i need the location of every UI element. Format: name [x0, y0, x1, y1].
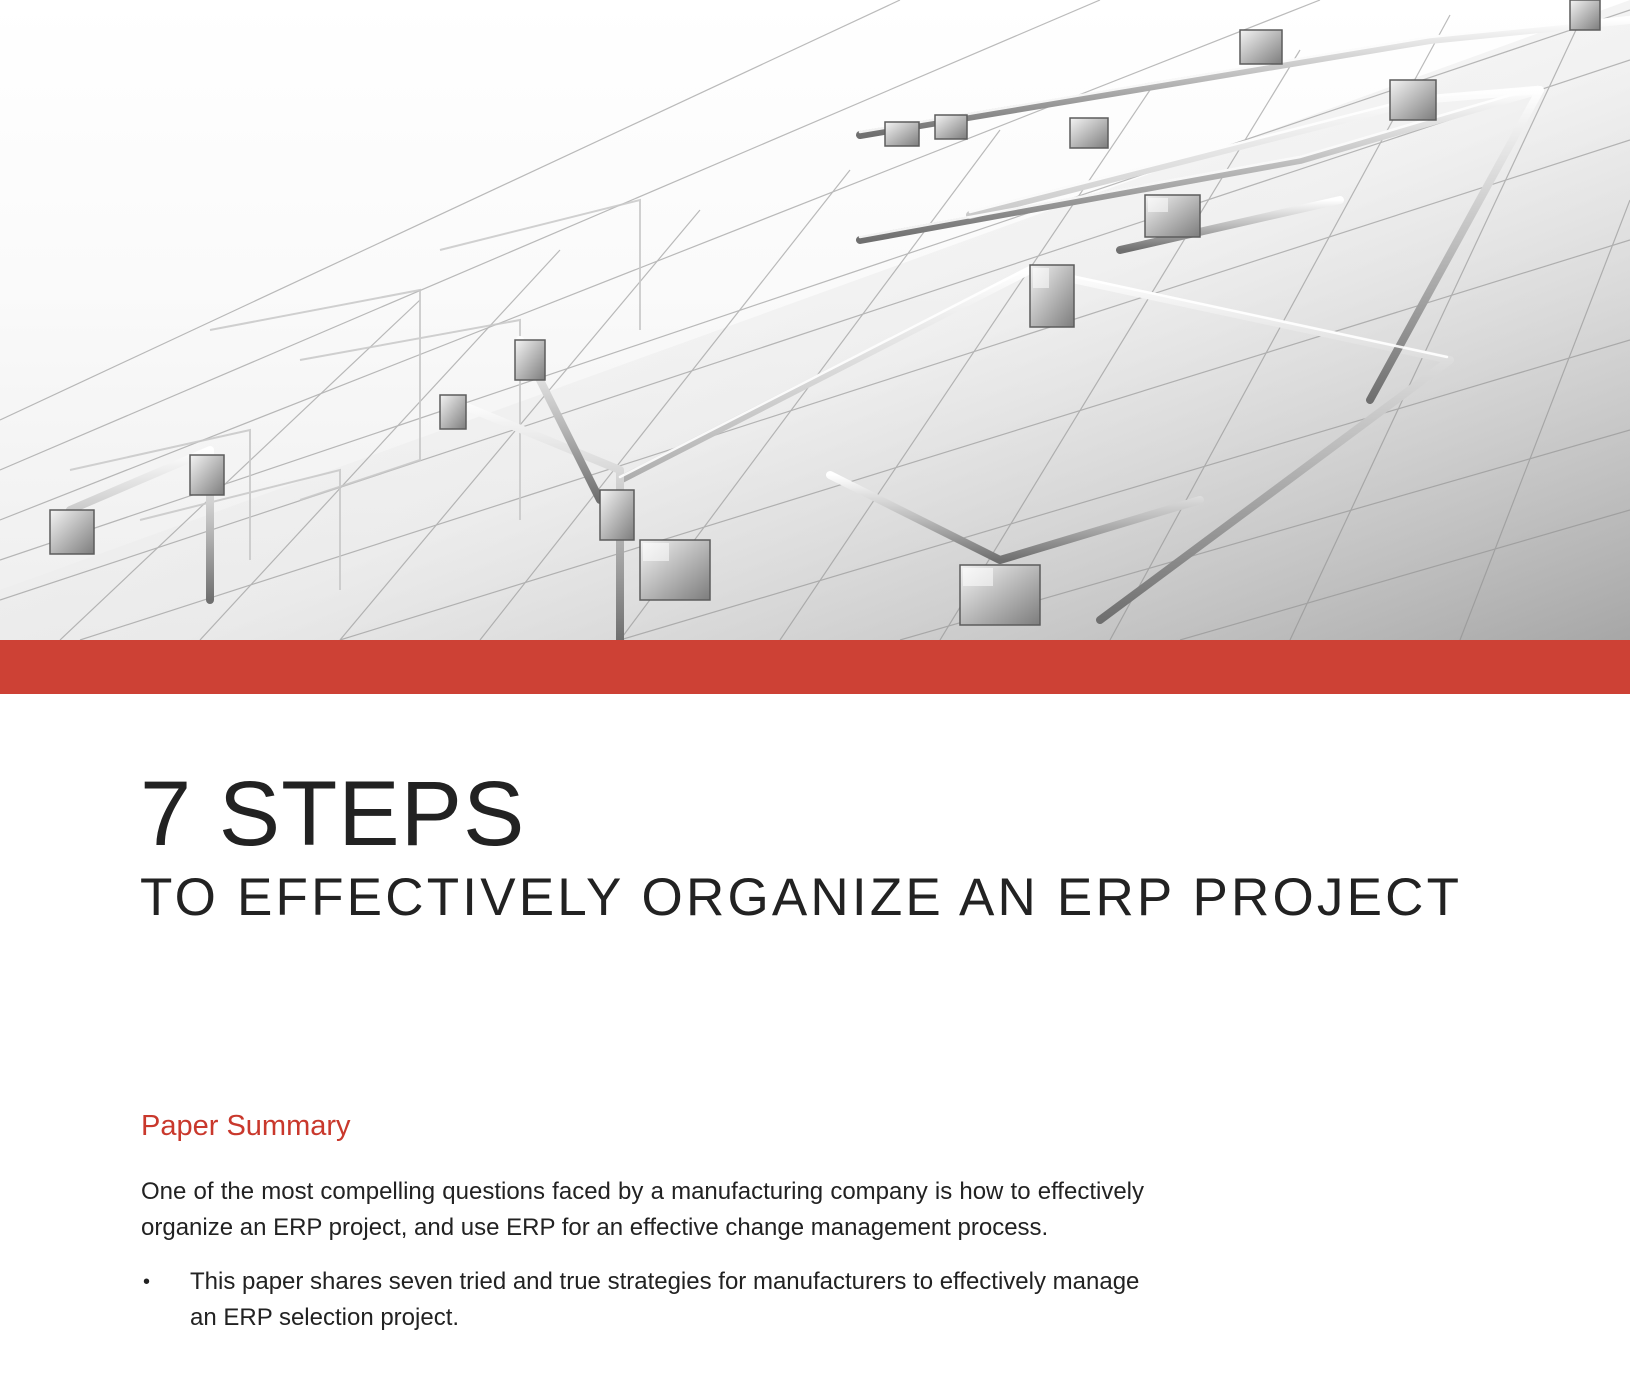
summary-paragraph: One of the most compelling questions faced by a manufacturing company is how to effectively organize an ERP project, and use ERP for an effective change management process.: [141, 1178, 1144, 1241]
paper-summary-section: [141, 1108, 1144, 1336]
list-item-text: This paper shares seven tried and true strategies for manufacturers to effectively manage an ERP selection project.: [190, 1268, 1140, 1331]
bullet-icon: •: [143, 1271, 151, 1293]
accent-band: [0, 640, 1630, 694]
title-block: [140, 763, 1540, 928]
cover-image: [0, 0, 1630, 640]
summary-heading: Paper Summary: [141, 1110, 351, 1142]
list-item: [141, 1264, 1144, 1336]
summary-bullet-list: [141, 1264, 1144, 1336]
page-title: 7 STEPS: [140, 763, 526, 865]
page-subtitle: TO EFFECTIVELY ORGANIZE AN ERP PROJECT: [140, 868, 1463, 927]
